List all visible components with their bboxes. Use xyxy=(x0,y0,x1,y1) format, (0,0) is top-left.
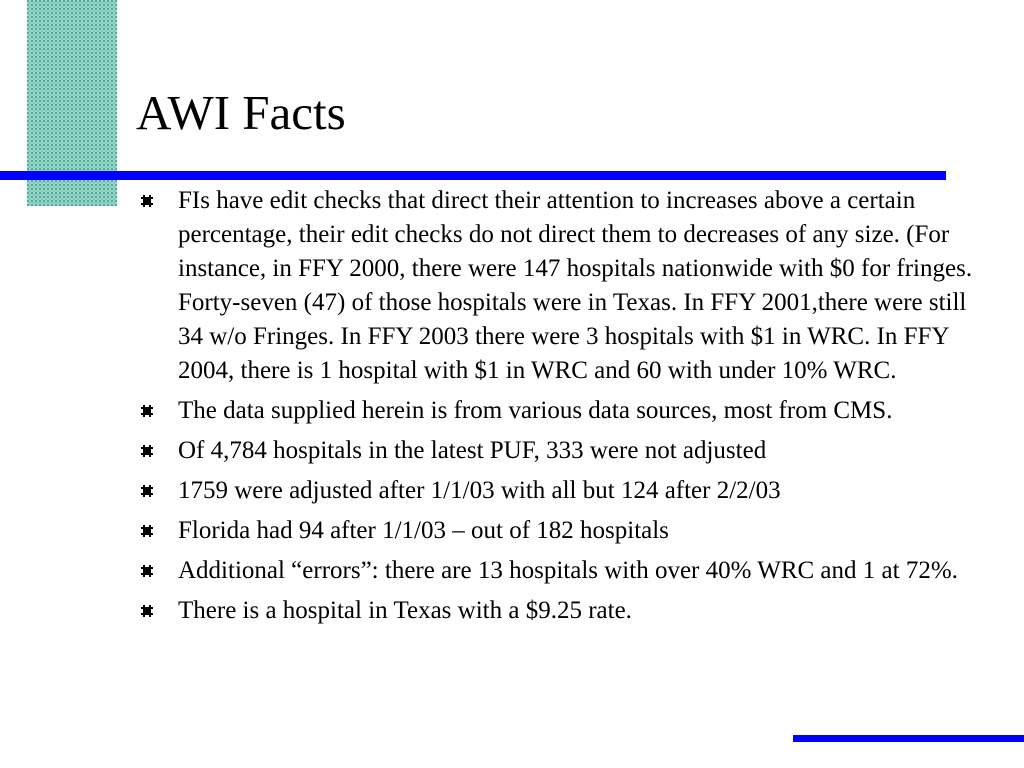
bullet-text: Florida had 94 after 1/1/03 – out of 182 hospitals xyxy=(178,517,669,544)
hash-bullet-icon xyxy=(140,484,154,498)
bullet-item xyxy=(140,474,996,508)
bullet-text: 1759 were adjusted after 1/1/03 with all but 124 after 2/2/03 xyxy=(178,477,781,504)
hash-bullet-icon xyxy=(140,404,154,418)
bullet-item xyxy=(140,394,996,428)
bullet-text: The data supplied herein is from various data sources, most from CMS. xyxy=(178,397,893,424)
bullet-item xyxy=(140,514,996,548)
hash-bullet-icon xyxy=(140,524,154,538)
hash-bullet-icon xyxy=(140,564,154,578)
hash-bullet-icon xyxy=(140,194,154,208)
title-underline-rule xyxy=(0,171,946,180)
bullet-item xyxy=(140,184,996,388)
hash-bullet-icon xyxy=(140,444,154,458)
bullet-text: Additional “errors”: there are 13 hospitals with over 40% WRC and 1 at 72%. xyxy=(178,557,958,584)
hash-bullet-icon xyxy=(140,604,154,618)
footer-rule xyxy=(793,735,1024,742)
bullet-text: Of 4,784 hospitals in the latest PUF, 333 were not adjusted xyxy=(178,437,767,464)
slide-title: AWI Facts xyxy=(136,85,346,140)
bullet-text: FIs have edit checks that direct their attention to increases above a certain percentage, their edit checks do not direct them to decreases of any size. (For instance, in FFY 2000, there were 147 hospitals nationwide with $0 for fringes. Forty-seven (47) of those hospitals were in Texas. In FFY 2001,there were still 34 w/o Fringes. In FFY 2003 there were 3 hospitals with $1 in WRC. In FFY 2004, there is 1 hospital with $1 in WRC and 60 with under 10% WRC. xyxy=(178,187,973,384)
bullet-item xyxy=(140,554,996,588)
bullet-text: There is a hospital in Texas with a $9.25 rate. xyxy=(178,597,632,624)
bullet-list xyxy=(140,184,996,634)
bullet-item xyxy=(140,594,996,628)
bullet-item xyxy=(140,434,996,468)
